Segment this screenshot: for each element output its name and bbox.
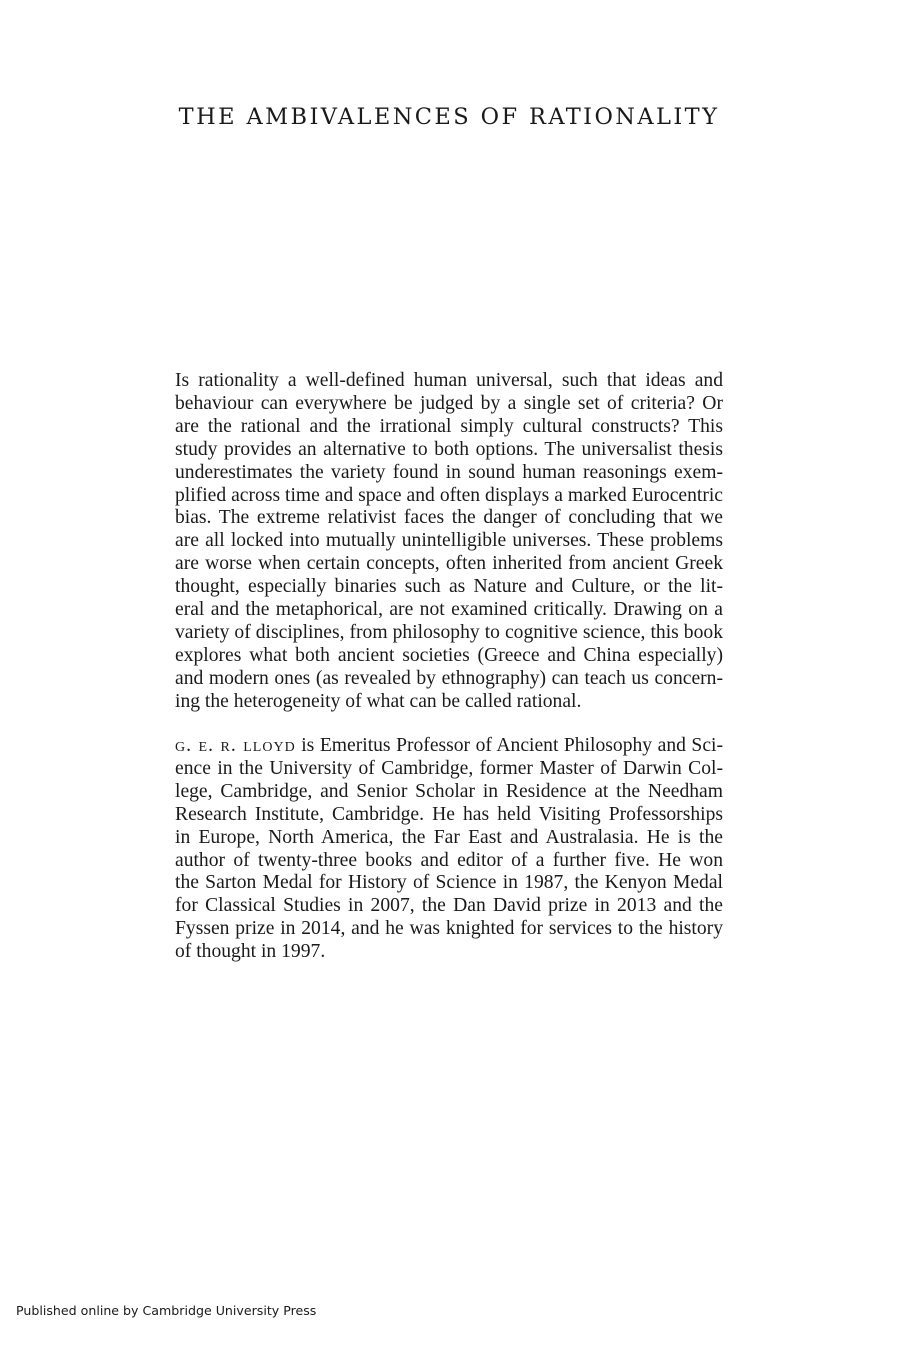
publisher-footer: Published online by Cambridge University Press bbox=[16, 1303, 317, 1318]
bio-line: in Europe, North America, the Far East and Australasia. He is the bbox=[175, 826, 723, 848]
author-name: g. e. r. lloyd bbox=[175, 735, 296, 756]
bio-first-line-text: is Emeritus Professor of Ancient Philosophy and Sci- bbox=[295, 735, 723, 756]
description-line: ing the heterogeneity of what can be called rational. bbox=[175, 690, 582, 712]
description-line: underestimates the variety found in sound human reasonings exem- bbox=[175, 461, 723, 483]
description-line: and modern ones (as revealed by ethnography) can teach us concern- bbox=[175, 667, 723, 689]
description-line: bias. The extreme relativist faces the danger of concluding that we bbox=[175, 507, 723, 529]
description-line: variety of disciplines, from philosophy to cognitive science, this book bbox=[175, 621, 723, 643]
bio-line: author of twenty-three books and editor of a further five. He won bbox=[175, 849, 723, 871]
description-line: study provides an alternative to both options. The universalist thesis bbox=[175, 438, 723, 460]
description-line: Is rationality a well-defined human universal, such that ideas and bbox=[175, 370, 723, 391]
bio-line: ence in the University of Cambridge, former Master of Darwin Col- bbox=[175, 757, 723, 779]
bio-line: the Sarton Medal for History of Science in 1987, the Kenyon Medal bbox=[175, 872, 723, 894]
bio-line bbox=[175, 735, 723, 758]
bio-line: Research Institute, Cambridge. He has held Visiting Professorships bbox=[175, 803, 723, 825]
author-biography bbox=[175, 735, 723, 964]
book-description bbox=[175, 370, 723, 714]
bio-line: Fyssen prize in 2014, and he was knighted for services to the history bbox=[175, 918, 723, 940]
description-line: are the rational and the irrational simply cultural constructs? This bbox=[175, 415, 723, 437]
description-line: thought, especially binaries such as Nature and Culture, or the lit- bbox=[175, 576, 723, 598]
bio-line: for Classical Studies in 2007, the Dan David prize in 2013 and the bbox=[175, 895, 723, 917]
description-line: explores what both ancient societies (Greece and China especially) bbox=[175, 644, 723, 666]
description-line: behaviour can everywhere be judged by a single set of criteria? Or bbox=[175, 392, 723, 414]
page-title: THE AMBIVALENCES OF RATIONALITY bbox=[178, 104, 720, 130]
description-line: eral and the metaphorical, are not examined critically. Drawing on a bbox=[175, 599, 723, 621]
description-line: plified across time and space and often displays a marked Eurocentric bbox=[175, 484, 723, 506]
description-line: are all locked into mutually unintelligible universes. These problems bbox=[175, 530, 723, 552]
bio-line: lege, Cambridge, and Senior Scholar in Residence at the Needham bbox=[175, 780, 723, 802]
bio-line: of thought in 1997. bbox=[175, 941, 326, 963]
description-line: are worse when certain concepts, often inherited from ancient Greek bbox=[175, 553, 723, 575]
